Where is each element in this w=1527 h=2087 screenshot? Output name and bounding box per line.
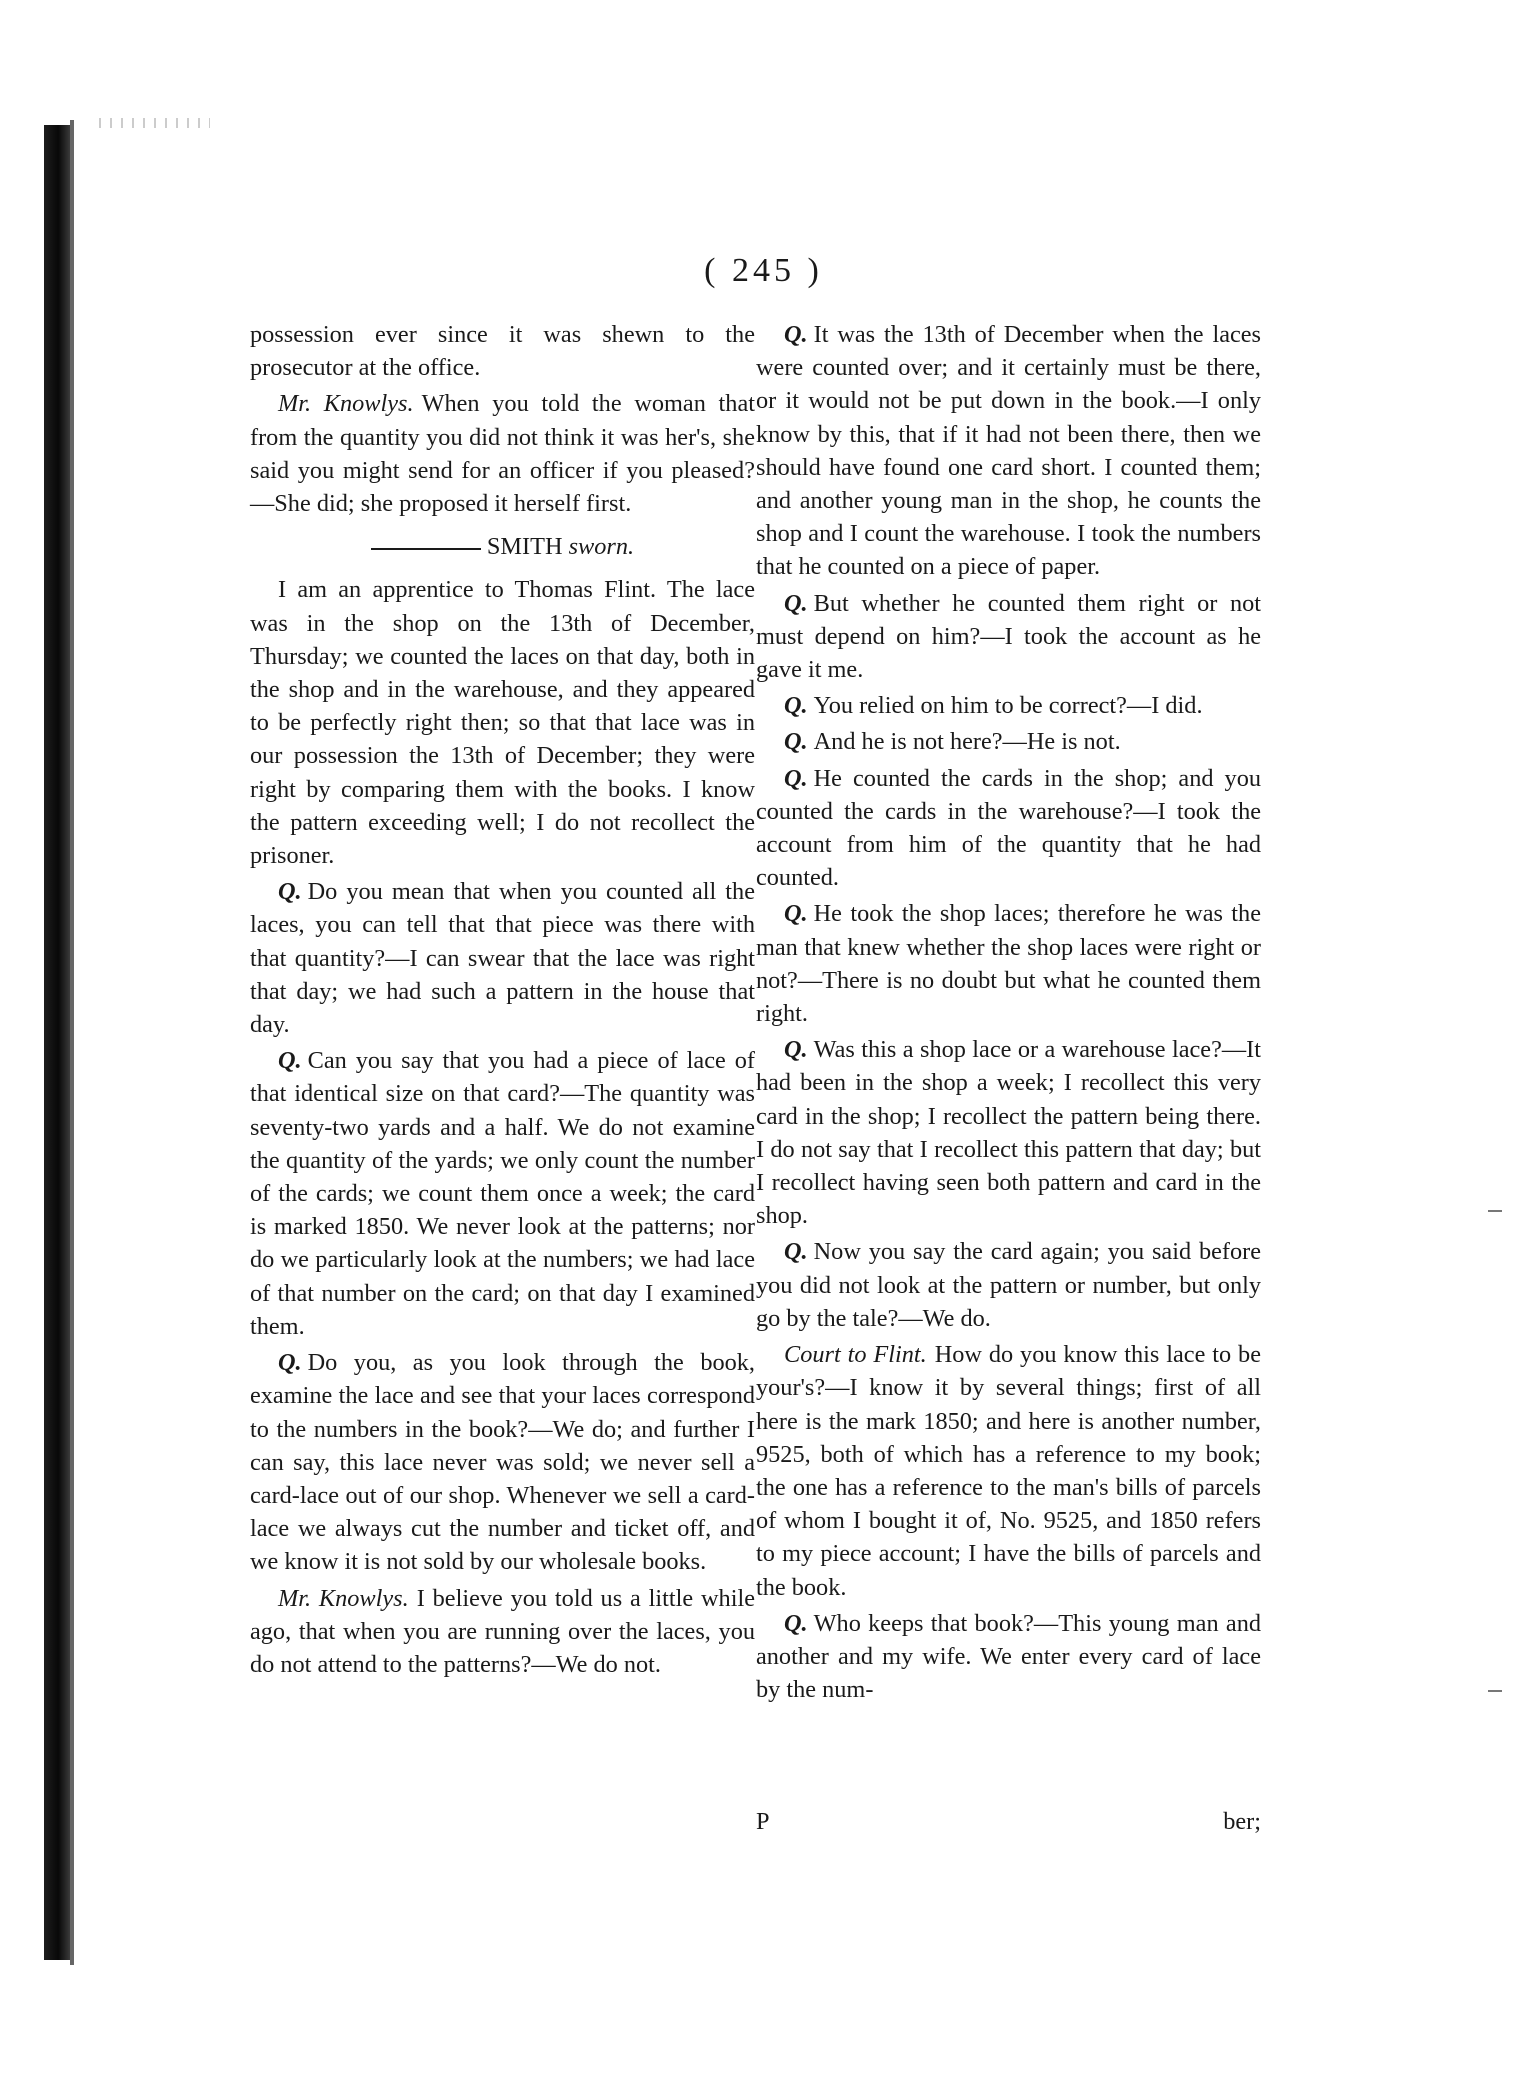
question-paragraph bbox=[250, 1346, 755, 1578]
paragraph-text: It was the 13th of December when the laces were counted over; and it certainly must be there, or it would not be put down in the book.—I only know by this, that if it had not been there, then we should have found one card short. I counted them; and another young man in the shop, he counts the shop and I count the warehouse. I took the numbers that he counted on a piece of paper. bbox=[756, 321, 1261, 581]
paragraph-text: But whether he counted them right or not must depend on him?—I took the account as he gave it me. bbox=[756, 589, 1261, 684]
page-number: ( 245 ) bbox=[704, 252, 823, 289]
speaker-name: Mr. Knowlys. bbox=[278, 1584, 409, 1612]
question-mark-label: Q. bbox=[784, 1238, 808, 1266]
question-paragraph bbox=[756, 318, 1261, 584]
question-mark-label: Q. bbox=[784, 1036, 808, 1064]
paragraph-text: He took the shop laces; therefore he was the man that knew whether the shop laces were right or not?—There is no doubt but what he counted them right. bbox=[756, 900, 1261, 1028]
question-mark-label: Q. bbox=[278, 1047, 302, 1075]
question-mark-label: Q. bbox=[784, 321, 808, 348]
question-paragraph bbox=[756, 587, 1261, 687]
question-mark-label: Q. bbox=[784, 728, 808, 756]
book-spine-edge bbox=[70, 120, 74, 1965]
question-paragraph bbox=[756, 1033, 1261, 1232]
question-paragraph bbox=[756, 689, 1261, 722]
question-paragraph bbox=[756, 762, 1261, 895]
paragraph-text: How do you know this lace to be your's?—I know it by several things; first of all here is the mark 1850; and here is another number, 9525, both of which has a reference to my book; the one has a reference to the man's bills of parcels of whom I bought it of, No. 9525, and 1850 refers to my piece account; I have the bills of parcels and the book. bbox=[756, 1341, 1261, 1601]
testimony-paragraph bbox=[250, 318, 755, 384]
question-mark-label: Q. bbox=[784, 900, 808, 928]
speaker-paragraph bbox=[250, 387, 755, 520]
signature-mark: P bbox=[756, 1808, 770, 1835]
testimony-paragraph bbox=[250, 573, 755, 872]
question-paragraph bbox=[756, 897, 1261, 1030]
witness-name: SMITH bbox=[486, 533, 563, 561]
heading-rule bbox=[371, 548, 481, 550]
left-column bbox=[250, 318, 755, 1684]
sworn-label: sworn. bbox=[568, 533, 635, 561]
right-column bbox=[756, 318, 1261, 1709]
catchword: ber; bbox=[1223, 1808, 1261, 1835]
paragraph-text: And he is not here?—He is not. bbox=[813, 728, 1121, 756]
question-paragraph bbox=[756, 725, 1261, 758]
scan-specks bbox=[90, 118, 210, 128]
question-mark-label: Q. bbox=[278, 878, 302, 906]
speaker-paragraph bbox=[250, 1582, 755, 1682]
question-mark-label: Q. bbox=[784, 764, 808, 792]
paragraph-text: I am an apprentice to Thomas Flint. The lace was in the shop on the 13th of December, Thursday; we counted the laces on that day, both in the shop and in the warehouse, and they appeared to be perfectly right then; so that that lace was in our possession the 13th of December; they were right by comparing them with the books. I know the pattern exceeding well; I do not recollect the prisoner. bbox=[250, 576, 755, 870]
paragraph-text: He counted the cards in the shop; and you counted the cards in the warehouse?—I took the account from him of the quantity that he had counted. bbox=[756, 764, 1261, 892]
question-paragraph bbox=[250, 875, 755, 1041]
paragraph-text: Do you, as you look through the book, examine the lace and see that your laces correspond to the numbers in the book?—We do; and further I can say, this lace never was sold; we never sell a card-lace out of our shop. Whenever we sell a card-lace we always cut the number and ticket off, and we know it is not sold by our wholesale books. bbox=[250, 1349, 755, 1576]
speaker-name: Court to Flint. bbox=[784, 1341, 927, 1369]
paragraph-text: Can you say that you had a piece of lace of that identical size on that card?—The quantity was seventy-two yards and a half. We do not examine the quantity of the yards; we only count the number of the cards; we count them once a week; the card is marked 1850. We never look at the patterns; nor do we particularly look at the numbers; we had lace of that number on the card; on that day I examined them. bbox=[250, 1047, 755, 1340]
paragraph-text: You relied on him to be correct?—I did. bbox=[813, 692, 1203, 720]
question-mark-label: Q. bbox=[784, 692, 808, 720]
paragraph-text: Who keeps that book?—This young man and another and my wife. We enter every card of lace by the num- bbox=[756, 1609, 1261, 1704]
paragraph-text: possession ever since it was shewn to the prosecutor at the office. bbox=[250, 321, 755, 382]
margin-mark bbox=[1488, 1210, 1502, 1212]
paragraph-text: When you told the woman that from the quantity you did not think it was her's, she said you might send for an officer if you pleased?—She did; she proposed it herself first. bbox=[250, 390, 755, 518]
book-spine-shadow bbox=[44, 125, 70, 1960]
paragraph-text: Was this a shop lace or a warehouse lace?—It had been in the shop a week; I recollect this very card in the shop; I recollect the pattern being there. I do not say that I recollect this pattern that day; but I recollect having seen both pattern and card in the shop. bbox=[756, 1036, 1261, 1230]
page-footer bbox=[756, 1808, 1261, 1836]
paragraph-text: I believe you told us a little while ago, that when you are running over the laces, you do not attend to the patterns?—We do not. bbox=[250, 1584, 755, 1678]
question-mark-label: Q. bbox=[784, 589, 808, 617]
question-mark-label: Q. bbox=[278, 1349, 302, 1377]
margin-mark bbox=[1488, 1690, 1502, 1692]
speaker-name: Mr. Knowlys. bbox=[278, 390, 414, 418]
question-paragraph bbox=[756, 1607, 1261, 1707]
question-mark-label: Q. bbox=[784, 1609, 808, 1637]
question-paragraph bbox=[250, 1044, 755, 1343]
witness-heading bbox=[250, 530, 755, 563]
paragraph-text: Now you say the card again; you said before you did not look at the pattern or number, but only go by the tale?—We do. bbox=[756, 1238, 1261, 1332]
speaker-paragraph bbox=[756, 1338, 1261, 1604]
paragraph-text: Do you mean that when you counted all the laces, you can tell that that piece was there with that quantity?—I can swear that the lace was right that day; we had such a pattern in the house that day. bbox=[250, 878, 755, 1039]
question-paragraph bbox=[756, 1235, 1261, 1335]
